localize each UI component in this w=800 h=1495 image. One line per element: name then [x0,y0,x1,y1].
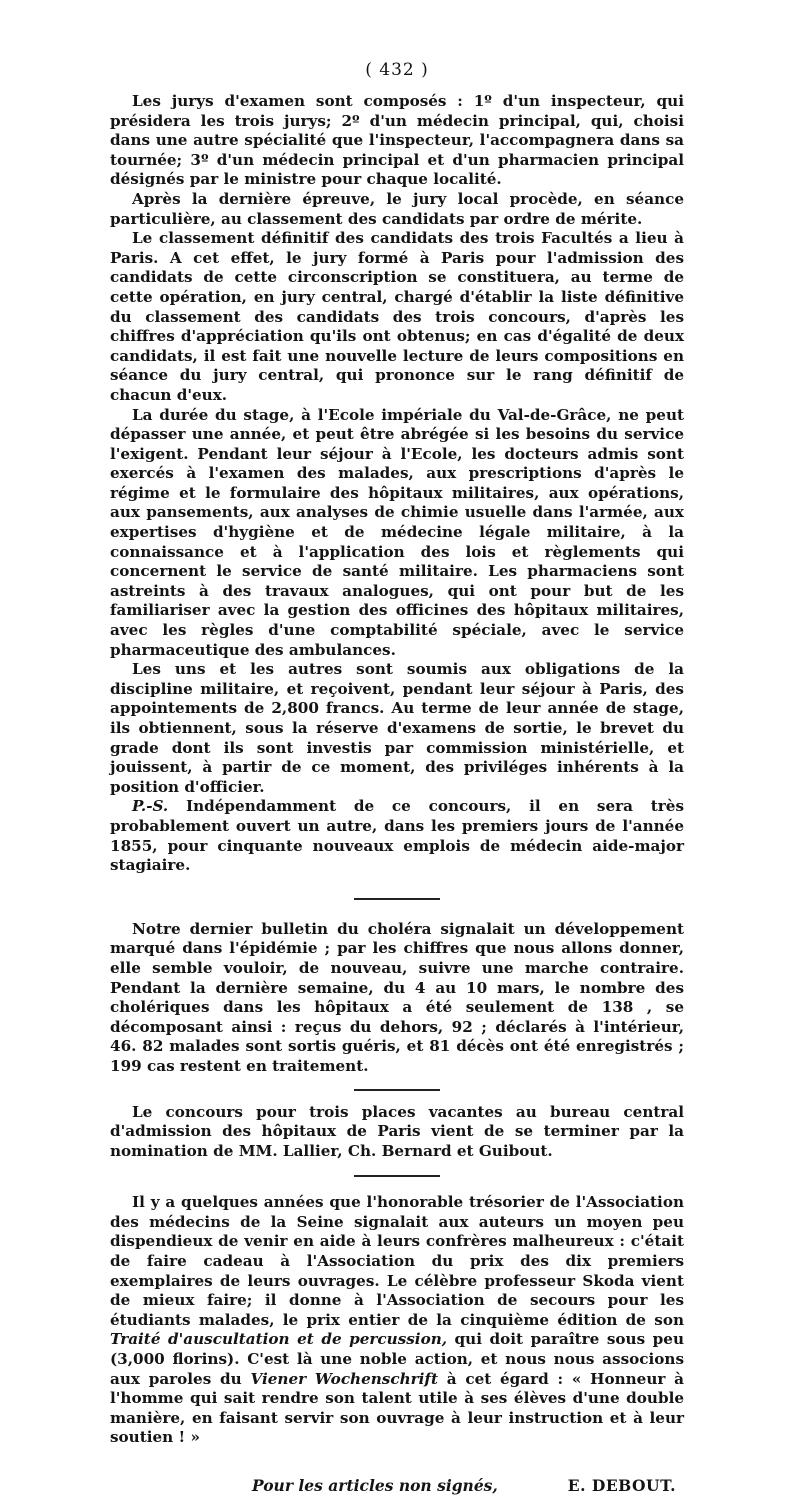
article-cholera [110,920,684,1077]
paragraph-derniere-epreuve: Après la dernière épreuve, le jury local procède, en séance particulière, au classement des candidats par ordre de mérite. [110,189,684,228]
text-run: qui doit paraître sous peu (3,000 florins). C'est là une noble action, et nous nous associons aux paroles du [110,1330,684,1388]
paragraph-post-scriptum [110,797,684,875]
paragraph-discipline: Les uns et les autres sont soumis aux obligations de la discipline militaire, et reçoivent, pendant leur séjour à Paris, des appointements de 2,800 francs. Au terme de leur année de stage, ils obtiennent, sous la réserve d'examens de sortie, le brevet du grade dont ils sont investis par commission ministérielle, et jouissent, à partir de ce moment, des priviléges inhérents à la position d'officier. [110,660,684,796]
journal-title: Viener Wochenschrift [250,1369,438,1388]
article-association [110,1193,684,1448]
text-run: Il y a quelques années que l'honorable trésorier de l'Association des médecins de la Seine signalait aux auteurs un moyen peu dispendieux de venir en aide à leurs confrères malheureux : c'était de faire cadeau à l'Association du prix des dix premiers exemplaires de leurs ouvrages. Le célèbre professeur Skoda vient de mieux faire; il donne à l'Association de secours pour les étudiants malades, le prix entier de la cinquième édition de son [110,1193,684,1329]
paragraph-jurys: Les jurys d'examen sont composés : 1º d'un inspecteur, qui présidera les trois jurys; 2º d'un médecin principal, qui, choisi dans une autre spécialité que l'inspecteur, l'accompagnera dans sa tournée; 3º d'un médecin principal et d'un pharmacien principal désignés par le ministre pour chaque localité. [110,92,684,189]
signature-label: Pour les articles non signés, [251,1476,498,1495]
article-jury-examens [110,92,684,876]
paragraph-classement: Le classement définitif des candidats des trois Facultés a lieu à Paris. A cet effet, le jury formé à Paris pour l'admission des candidats de cette circonscription se constituera, au terme de cette opération, en jury central, chargé d'établir la liste définitive du classement des candidats des trois concours, d'après les chiffres d'appréciation qu'ils ont obtenus; en cas d'égalité de deux candidats, il est fait une nouvelle lecture de leurs compositions en séance du jury central, qui prononce sur le rang définitif de chacun d'eux. [110,229,684,404]
paragraph-cholera: Notre dernier bulletin du choléra signalait un développement marqué dans l'épidémie ; par les chiffres que nous allons donner, elle semble vouloir, de nouveau, suivre une marche contraire. Pendant la dernière semaine, du 4 au 10 mars, le nombre des cholériques dans les hôpitaux a été seulement de 138 , se décomposant ainsi : reçus du dehors, 92 ; déclarés à l'intérieur, 46. 82 malades sont sortis guéris, et 81 décès ont été enregistrés ; 199 cas restent en traitement. [110,919,684,1075]
ps-text: Indépendamment de ce concours, il en sera très probablement ouvert un autre, dans les premiers jours de l'année 1855, pour cinquante nouveaux emplois de médecin aide-major stagiaire. [110,797,684,875]
separator-rule [354,898,440,900]
page [110,60,684,1495]
signature [110,1476,684,1495]
page-number: ( 432 ) [365,60,429,80]
paragraph-stage: La durée du stage, à l'Ecole impériale du Val-de-Grâce, ne peut dépasser une année, et peut être abrégée si les besoins du service l'exigent. Pendant leur séjour à l'Ecole, les docteurs admis sont exercés à l'examen des malades, aux prescriptions d'après le régime et le formulaire des hôpitaux militaires, aux opérations, aux pansements, aux analyses de chimie usuelle dans l'armée, aux expertises d'hygiène et de médecine légale militaire, à la connaissance et à l'application des lois et règlements qui concernent le service de santé militaire. Les pharmaciens sont astreints à des travaux analogues, qui ont pour but de les familiariser avec la gestion des officines des hôpitaux militaires, avec les règles d'une comptabilité spéciale, avec le service pharmaceutique des ambulances. [110,405,684,659]
signature-name: E. DEBOUT. [567,1476,676,1495]
paragraph-association [110,1193,684,1448]
text-run: à cet égard : « Honneur à l'homme qui sait rendre son talent utile à ses élèves d'une double manière, en faisant servir son ouvrage à leur instruction et à leur soutien ! » [110,1369,684,1447]
article-concours-bureau-central [110,1103,684,1162]
book-title: Traité d'auscultation et de percussion, [110,1330,448,1349]
paragraph-concours: Le concours pour trois places vacantes au bureau central d'admission des hôpitaux de Paris vient de se terminer par la nomination de MM. Lallier, Ch. Bernard et Guibout. [110,1102,684,1160]
separator-rule [354,1089,440,1091]
ps-label: P.-S. [132,797,169,816]
separator-rule [354,1175,440,1177]
